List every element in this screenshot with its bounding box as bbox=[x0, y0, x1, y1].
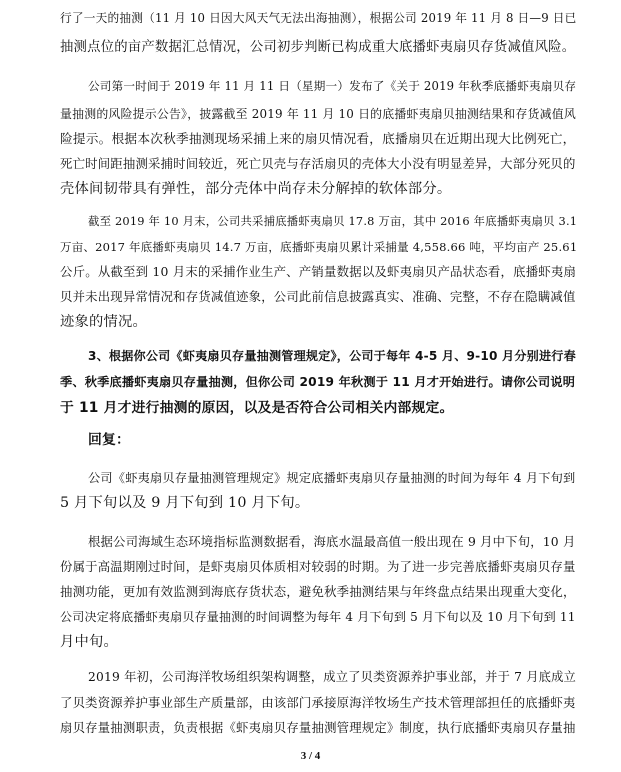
text-line: 了贝类资源养护事业部生产质量部，由该部门承接原海洋牧场生产技术管理部担任的底播虾夷 bbox=[60, 695, 576, 710]
page-number: 3 / 4 bbox=[300, 750, 321, 762]
text-line: 贝并未出现异常情况和存货减值迹象，公司此前信息披露真实、准确、完整，不存在隐瞒减值 bbox=[60, 289, 576, 304]
text-line: 扇贝存量抽测职责，负责根据《虾夷扇贝存量抽测管理规定》制度，执行底播虾夷扇贝存量抽 bbox=[60, 720, 576, 735]
text-line: 月中旬。 bbox=[60, 634, 118, 650]
text-line: 公司《虾夷扇贝存量抽测管理规定》规定底播虾夷扇贝存量抽测的时间为每年 4 月下旬到 bbox=[88, 471, 576, 485]
question-line: 季、秋季底播虾夷扇贝存量抽测，但你公司 2019 年秋测于 11 月才开始进行。请你公司说明 bbox=[60, 375, 576, 389]
question-line: 3、根据你公司《虾夷扇贝存量抽测管理规定》，公司于每年 4-5 月、9-10 月分别进行春 bbox=[88, 349, 576, 363]
text-line: 万亩、2017 年底播虾夷扇贝 14.7 万亩，底播虾夷扇贝累计采捕量 4,558.66 吨，平均亩产 25.61 bbox=[60, 240, 578, 254]
text-line: 抽测功能，更加有效监测到海底存货状态，避免秋季抽测结果与年终盘点结果出现重大变化， bbox=[60, 584, 576, 599]
text-line: 根据公司海域生态环境指标监测数据看，海底水温最高值一般出现在 9 月中下旬，10 月 bbox=[88, 535, 576, 549]
text-line: 5 月下旬以及 9 月下旬到 10 月下旬。 bbox=[60, 495, 310, 511]
text-line: 壳体间韧带具有弹性，部分壳体中尚存未分解掉的软体部分。 bbox=[60, 181, 452, 197]
text-line: 行了一天的抽测（11 月 10 日因大风天气无法出海抽测），根据公司 2019 年 11 月 8 日—9 日已 bbox=[60, 11, 577, 25]
text-line: 份属于高温期刚过时间，是虾夷扇贝体质相对较弱的时期。为了进一步完善底播虾夷扇贝存量 bbox=[60, 559, 576, 574]
text-line: 抽测点位的亩产数据汇总情况，公司初步判断已构成重大底播虾夷扇贝存货减值风险。 bbox=[60, 40, 576, 55]
text-line: 险提示。根据本次秋季抽测现场采捕上来的扇贝情况看，底播扇贝在近期出现大比例死亡， bbox=[60, 131, 576, 146]
text-line: 公斤。从截至到 10 月末的采捕作业生产、产销量数据以及虾夷扇贝产品状态看，底播虾夷扇 bbox=[60, 264, 577, 279]
text-line: 量抽测的风险提示公告》，披露截至 2019 年 11 月 10 日的底播虾夷扇贝抽测结果和存货减值风 bbox=[60, 107, 576, 121]
text-line: 公司决定将底播虾夷扇贝存量抽测的时间调整为每年 4 月下旬到 5 月下旬以及 10 月下旬到 11 bbox=[60, 610, 576, 624]
reply-heading: 回复： bbox=[88, 432, 130, 448]
text-line: 死亡时间距抽测采捕时间较近，死亡贝壳与存活扇贝的壳体大小没有明显差异，大部分死贝的 bbox=[60, 156, 576, 171]
text-line: 迹象的情况。 bbox=[60, 314, 147, 330]
text-line: 截至 2019 年 10 月末，公司共采捕底播虾夷扇贝 17.8 万亩，其中 2016 年底播虾夷扇贝 3.1 bbox=[88, 214, 578, 228]
text-line: 2019 年初，公司海洋牧场组织架构调整，成立了贝类资源养护事业部，并于 7 月底成立 bbox=[88, 670, 576, 684]
text-line: 公司第一时间于 2019 年 11 月 11 日（星期一）发布了《关于 2019 年秋季底播虾夷扇贝存 bbox=[88, 79, 577, 93]
question-line: 于 11 月才进行抽测的原因，以及是否符合公司相关内部规定。 bbox=[60, 400, 454, 416]
